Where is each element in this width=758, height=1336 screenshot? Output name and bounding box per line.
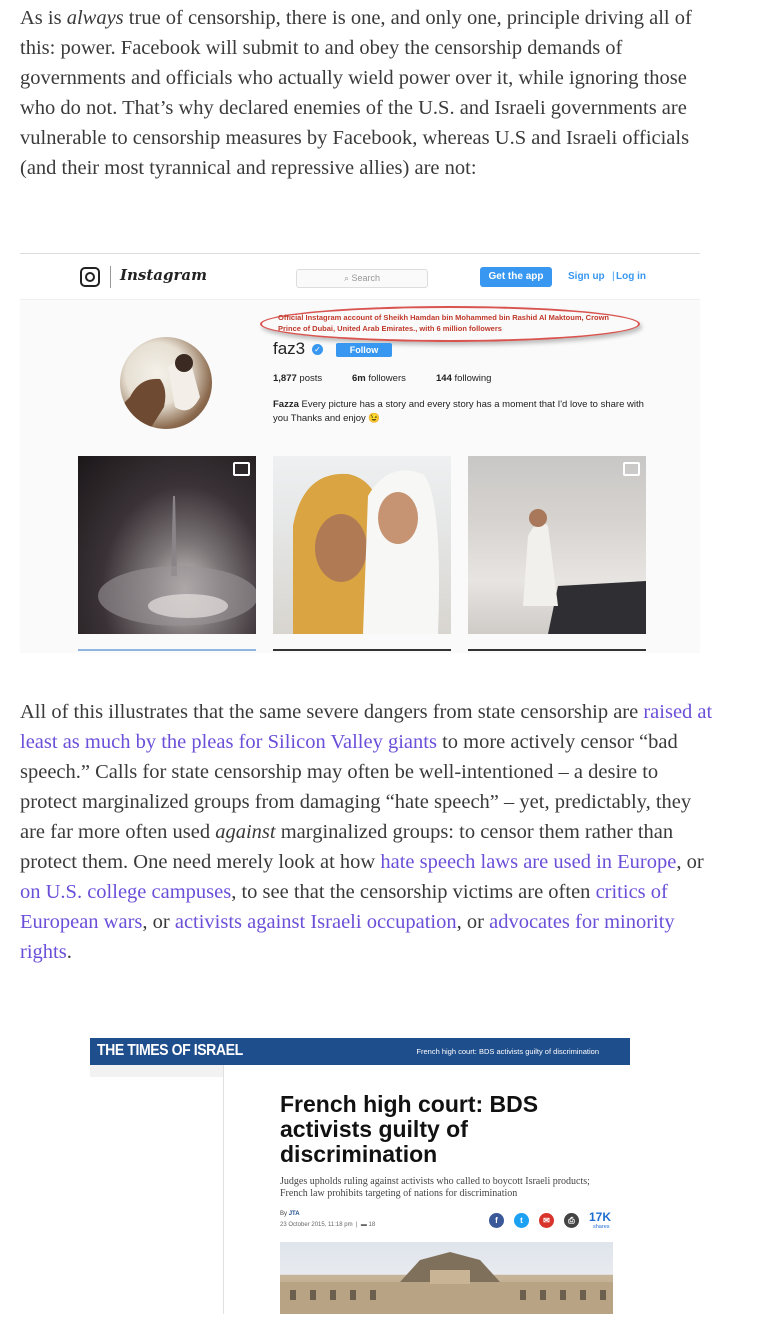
article-image-building [280,1242,613,1314]
search-input[interactable] [296,269,428,288]
link-college-campuses[interactable]: on U.S. college campuses [20,881,232,903]
profile-bio [273,398,653,426]
shares-label: shares [593,1224,610,1230]
posts-count [273,373,322,384]
article-subhead: Judges upholds ruling against activists who called to boycott Israeli products; French law prohibits targeting of nations for discrimination [280,1176,590,1199]
site-header-bar [90,1038,630,1065]
dateline [280,1222,375,1228]
instagram-profile-screenshot [20,253,700,653]
following-label: following [454,373,492,384]
link-minority-rights[interactable]: advocates for minority rights [20,911,675,963]
profile-username: faz3 [273,339,306,358]
portrait-image [273,456,451,634]
facebook-share-icon[interactable]: f [489,1213,504,1228]
emphasis: always [66,7,124,29]
posts-label: posts [299,373,323,384]
twitter-share-icon[interactable]: t [514,1213,529,1228]
instagram-camera-icon [80,267,100,287]
link-critics-european-wars[interactable]: critics of European wars [20,881,668,933]
rooftop-image [468,456,646,634]
bio-name: Fazza [273,399,299,410]
verified-badge-icon: ✓ [312,344,323,355]
print-icon[interactable]: ⎙ [564,1213,579,1228]
following-number: 144 [436,373,452,384]
article-headline: French high court: BDS activists guilty of discrimination [280,1091,539,1167]
text: , or [676,851,704,873]
article-paragraph-2 [20,697,720,967]
link-silicon-valley-pleas[interactable]: raised at least as much by the pleas for Silicon Valley giants [20,701,713,753]
posts-number: 1,877 [273,373,297,384]
text: to more actively censor “bad speech.” Calls for state censorship may often be well-intentioned – a desire to protect marginalized groups from damaging “hate speech” – yet, predictably, they are far more often used [20,731,692,843]
grid-row-divider [273,649,451,651]
post-thumbnail-selfie-rooftop[interactable] [468,456,646,634]
log-in-link[interactable]: Log in [616,271,646,282]
sidebar [90,1065,224,1314]
sign-up-link[interactable]: Sign up [568,271,605,282]
text: All of this illustrates that the same severe dangers from state censorship are [20,701,644,723]
instagram-wordmark: Instagram [120,266,207,284]
followers-label: followers [368,373,406,384]
emphasis: against [215,821,276,843]
sidebar-header [90,1065,223,1077]
email-share-icon[interactable]: ✉ [539,1213,554,1228]
bio-text: Every picture has a story and every story has a moment that I'd love to share with you Thanks and enjoy 😉 [273,399,644,424]
video-icon [233,462,250,476]
times-of-israel-screenshot [90,1038,630,1314]
date-text: 23 October 2015, 11:18 pm [280,1222,353,1228]
link-separator: | [612,271,615,282]
site-logo[interactable]: THE TIMES OF ISRAEL [97,1042,243,1059]
avatar[interactable] [120,337,212,429]
avatar-image [120,337,212,429]
separator: | [355,1222,358,1228]
link-activists-israeli-occupation[interactable]: activists against Israeli occupation [174,911,457,933]
official-account-annotation: Official Instagram account of Sheikh Hamdan bin Mohammed bin Rashid Al Maktoum, Crown Prince of Dubai, United Arab Emirates., with 6 million followers [278,313,610,333]
text: true of censorship, there is one, and only one, principle driving all of this: power. Facebook will submit to and obey the censorship demands of governments and officials who actually wield power over it, while ignoring those who do not. That’s why declared enemies of the U.S. and Israeli governments are vulnerable to censorship measures by Facebook, whereas U.S and Israeli officials (and their most tyrannical and repressive allies) are not: [20,7,692,179]
article-paragraph-1 [20,3,720,183]
following-count[interactable] [436,373,491,384]
get-the-app-button[interactable]: Get the app [480,267,552,287]
comment-icon: ▬ [360,1222,367,1228]
share-count: 17K [589,1210,612,1224]
by-label: By [280,1211,288,1217]
grid-row-divider [78,649,256,651]
video-icon [623,462,640,476]
comment-count[interactable]: 18 [368,1222,376,1228]
text: marginalized groups: to censor them rather than protect them. One need merely look at how [20,821,674,873]
post-thumbnail-portrait[interactable] [273,456,451,634]
text: , to see that the censorship victims are often [231,881,596,903]
followers-number: 6m [352,373,366,384]
grid-row-divider [468,649,646,651]
city-skyline-image [78,456,256,634]
text: , or [456,911,490,933]
byline [280,1211,300,1217]
building-facade-image [280,1242,613,1314]
post-thumbnail-city-fog[interactable] [78,456,256,634]
search-placeholder: Search [351,273,381,283]
divider [110,266,111,288]
link-hate-speech-europe[interactable]: hate speech laws are used in Europe [380,851,677,873]
text: . [66,941,72,963]
header-article-title: French high court: BDS activists guilty of discrimination [416,1047,599,1056]
text: As is [20,7,67,29]
text: , or [142,911,175,933]
follow-button[interactable]: Follow [336,343,392,357]
followers-count[interactable] [352,373,406,384]
instagram-header [20,254,700,300]
search-icon: ⌕ [343,273,352,283]
author-link[interactable]: JTA [288,1211,300,1217]
